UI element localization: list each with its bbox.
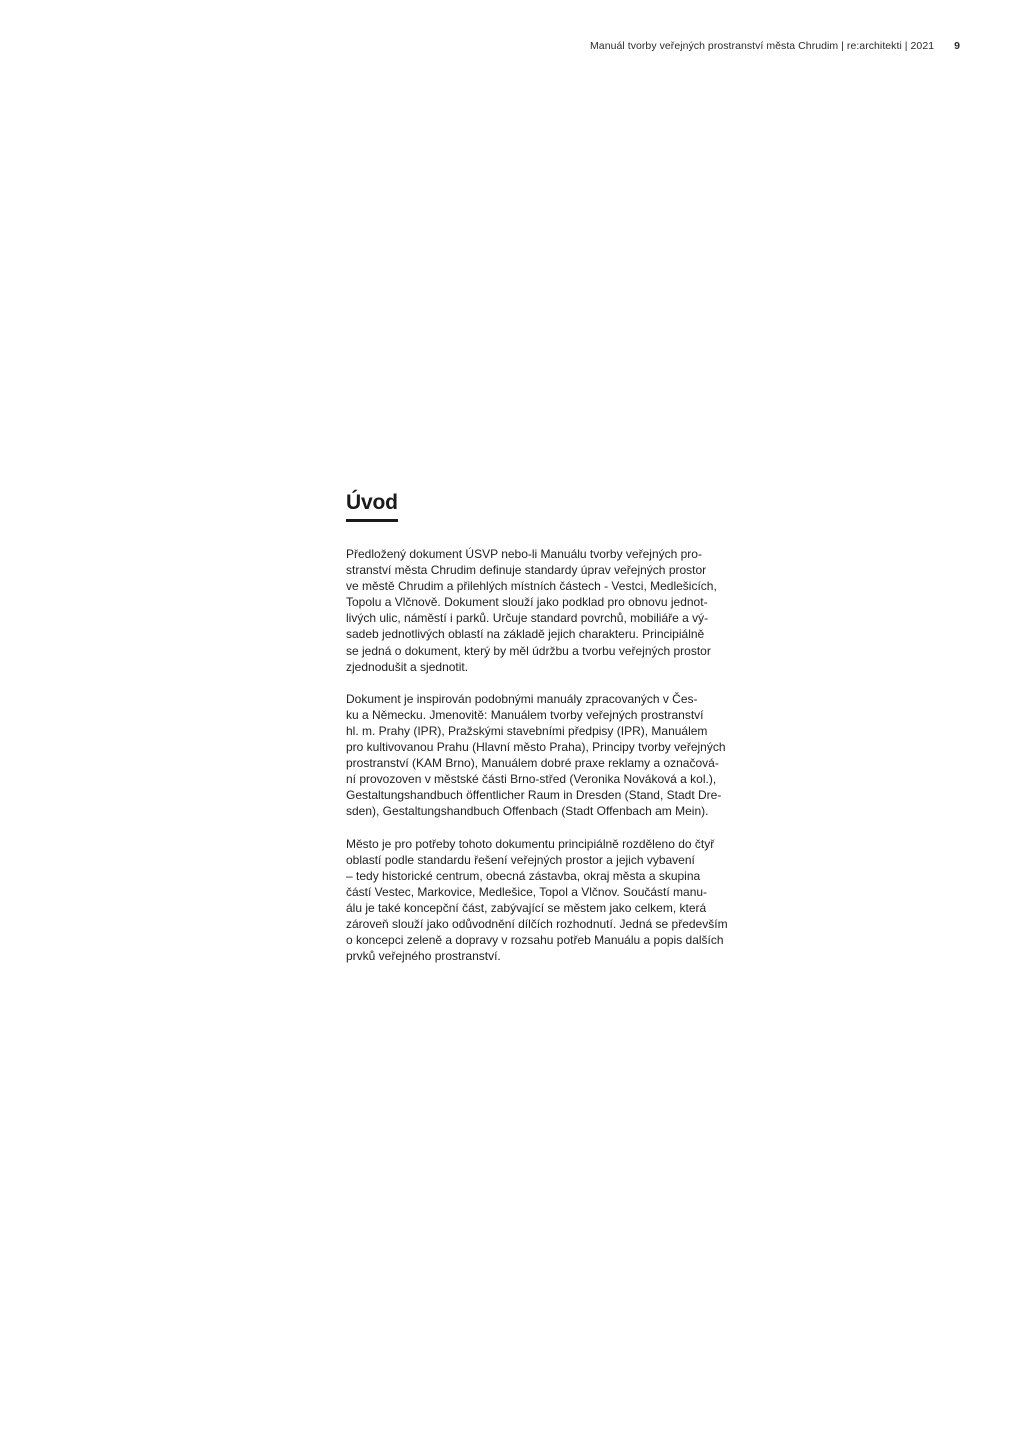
text-line: oblastí podle standardu řešení veřejných prostor a jejich vybavení [346,852,695,867]
page-number: 9 [954,40,960,52]
text-line: Město je pro potřeby tohoto dokumentu principiálně rozděleno do čtyř [346,836,715,851]
text-line: pro kultivovanou Prahu (Hlavní město Praha), Principy tvorby veřejných [346,740,726,755]
text-line: ku a Německu. Jmenovitě: Manuálem tvorby veřejných prostranství [346,707,704,722]
text-line: prostranství (KAM Brno), Manuálem dobré praxe reklamy a označová- [346,756,719,771]
text-line: Topolu a Vlčnově. Dokument slouží jako podklad pro obnovu jednot- [346,595,708,610]
text-line: zároveň slouží jako odůvodnění dílčích rozhodnutí. Jedná se především [346,916,728,931]
text-line: hl. m. Prahy (IPR), Pražskými stavebními předpisy (IPR), Manuálem [346,723,708,738]
main-content [346,488,746,980]
text-line: se jedná o dokument, který by měl údržbu a tvorbu veřejných prostor [346,643,711,658]
page-header [590,40,960,52]
text-line: o koncepci zeleně a dopravy v rozsahu potřeb Manuálu a popis dalších [346,933,724,948]
text-line: prvků veřejného prostranství. [346,949,501,964]
text-line: – tedy historické centrum, obecná zástavba, okraj města a skupina [346,868,701,883]
text-line: Gestaltungshandbuch öffentlicher Raum in Dresden (Stand, Stadt Dre- [346,788,722,803]
text-line: álu je také koncepční část, zabývající se městem jako celkem, která [346,900,707,915]
text-line: Předložený dokument ÚSVP nebo-li Manuálu tvorby veřejných pro- [346,547,702,561]
text-line: zjednodušit a sjednotit. [346,659,469,674]
text-line: Dokument je inspirován podobnými manuály zpracovaných v Čes- [346,691,698,706]
text-line: sadeb jednotlivých oblastí na základě jejich charakteru. Principiálně [346,627,705,642]
paragraph-inspiration [346,691,746,820]
paragraph-intro [346,546,746,675]
body-text [346,546,746,964]
text-line: sden), Gestaltungshandbuch Offenbach (Stadt Offenbach am Mein). [346,804,709,819]
text-line: ní provozoven v městské části Brno-střed (Veronika Nováková a kol.), [346,772,717,787]
text-line: stranství města Chrudim definuje standardy úprav veřejných prostor [346,563,707,578]
text-line: livých ulic, náměstí i parků. Určuje standard povrchů, mobiliáře a vý- [346,611,709,626]
section-title: Úvod [346,488,398,522]
paragraph-areas [346,836,746,965]
text-line: částí Vestec, Markovice, Medlešice, Topol a Vlčnov. Součástí manu- [346,884,708,899]
running-title: Manuál tvorby veřejných prostranství města Chrudim | re:architekti | 2021 [590,40,935,52]
text-line: ve městě Chrudim a přilehlých místních částech - Vestci, Medlešicích, [346,579,717,594]
